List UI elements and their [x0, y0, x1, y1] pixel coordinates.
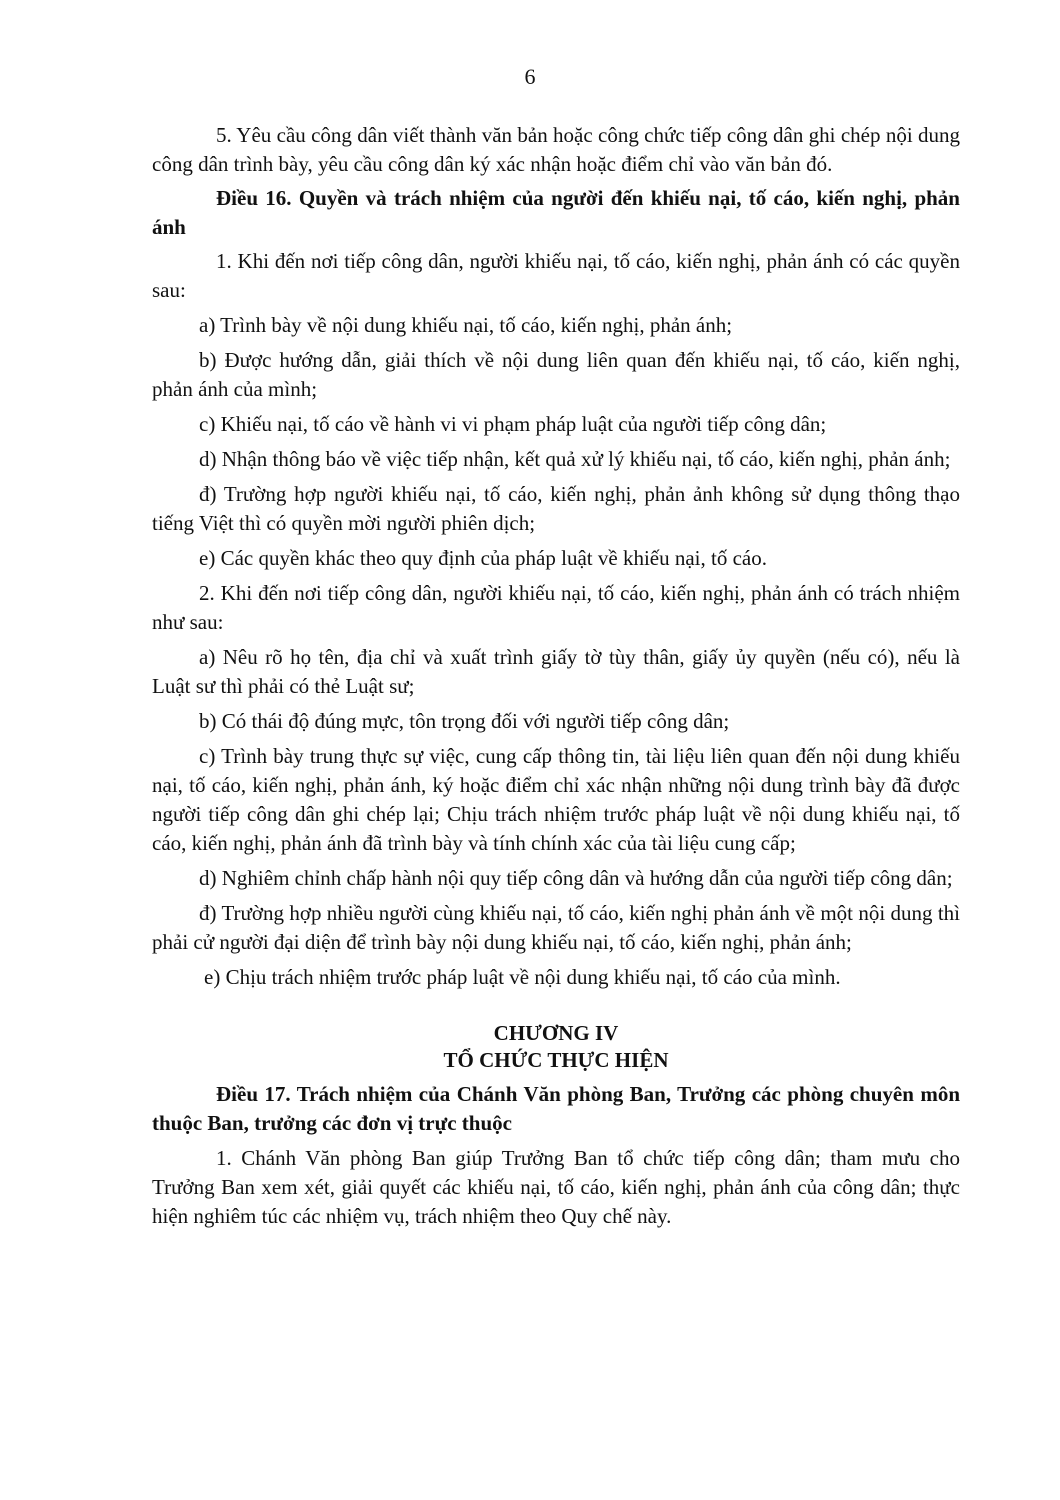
article-17-heading: Điều 17. Trách nhiệm của Chánh Văn phòng Ban, Trưởng các phòng chuyên môn thuộc Ban, trưởng các đơn vị trực thuộc	[152, 1082, 960, 1135]
article-16-clause-2-d: d) Nghiêm chỉnh chấp hành nội quy tiếp công dân và hướng dẫn của người tiếp công dân;	[199, 866, 953, 890]
article-16-clause-2-c: c) Trình bày trung thực sự việc, cung cấp thông tin, tài liệu liên quan đến nội dung khiếu nại, tố cáo, kiến nghị, phản ánh, ký hoặc điểm chỉ xác nhận những nội dung trình bày đã được người tiếp công dân ghi chép lại; Chịu trách nhiệm trước pháp luật về nội dung khiếu nại, tố cáo, kiến nghị, phản ánh đã trình bày và tính chính xác của tài liệu cung cấp;	[152, 744, 960, 855]
article-17-clause-1: 1. Chánh Văn phòng Ban giúp Trưởng Ban tổ chức tiếp công dân; tham mưu cho Trưởng Ban xem xét, giải quyết các khiếu nại, tố cáo, kiến nghị, phản ánh của công dân; thực hiện nghiêm túc các nhiệm vụ, trách nhiệm theo Quy chế này.	[152, 1146, 960, 1228]
document-body	[152, 121, 960, 1231]
article-16-clause-1-e: e) Các quyền khác theo quy định của pháp luật về khiếu nại, tố cáo.	[199, 546, 767, 570]
article-16-clause-2: 2. Khi đến nơi tiếp công dân, người khiếu nại, tố cáo, kiến nghị, phản ánh có trách nhiệm như sau:	[152, 581, 960, 634]
article-16-heading: Điều 16. Quyền và trách nhiệm của người đến khiếu nại, tố cáo, kiến nghị, phản ánh	[152, 186, 960, 239]
paragraph-item-5: 5. Yêu cầu công dân viết thành văn bản hoặc công chức tiếp công dân ghi chép nội dung công dân trình bày, yêu cầu công dân ký xác nhận hoặc điểm chỉ vào văn bản đó.	[152, 123, 960, 176]
article-16-clause-2-a: a) Nêu rõ họ tên, địa chỉ và xuất trình giấy tờ tùy thân, giấy ủy quyền (nếu có), nếu là Luật sư thì phải có thẻ Luật sư;	[152, 645, 960, 698]
article-16-clause-1-a: a) Trình bày về nội dung khiếu nại, tố cáo, kiến nghị, phản ánh;	[199, 313, 733, 337]
article-16-clause-1-d: d) Nhận thông báo về việc tiếp nhận, kết quả xử lý khiếu nại, tố cáo, kiến nghị, phản ánh;	[199, 447, 951, 471]
article-16-clause-1-dd: đ) Trường hợp người khiếu nại, tố cáo, kiến nghị, phản ảnh không sử dụng thông thạo tiếng Việt thì có quyền mời người phiên dịch;	[152, 482, 960, 535]
article-16-clause-2-dd: đ) Trường hợp nhiều người cùng khiếu nại, tố cáo, kiến nghị phản ánh về một nội dung thì phải cử người đại diện để trình bày nội dung khiếu nại, tố cáo, kiến nghị, phản ánh;	[152, 901, 960, 954]
article-16-clause-1: 1. Khi đến nơi tiếp công dân, người khiếu nại, tố cáo, kiến nghị, phản ánh có các quyền sau:	[152, 249, 960, 302]
article-16-clause-2-b: b) Có thái độ đúng mực, tôn trọng đối với người tiếp công dân;	[199, 709, 730, 733]
chapter-title: TỔ CHỨC THỰC HIỆN	[443, 1048, 669, 1072]
article-16-clause-2-e: e) Chịu trách nhiệm trước pháp luật về nội dung khiếu nại, tố cáo của mình.	[204, 965, 841, 989]
page-number: 6	[524, 64, 536, 89]
article-16-clause-1-c: c) Khiếu nại, tố cáo về hành vi vi phạm pháp luật của người tiếp công dân;	[199, 412, 827, 436]
article-16-clause-1-b: b) Được hướng dẫn, giải thích về nội dung liên quan đến khiếu nại, tố cáo, kiến nghị, phản ánh của mình;	[152, 348, 960, 401]
chapter-label: CHƯƠNG IV	[493, 1021, 619, 1045]
